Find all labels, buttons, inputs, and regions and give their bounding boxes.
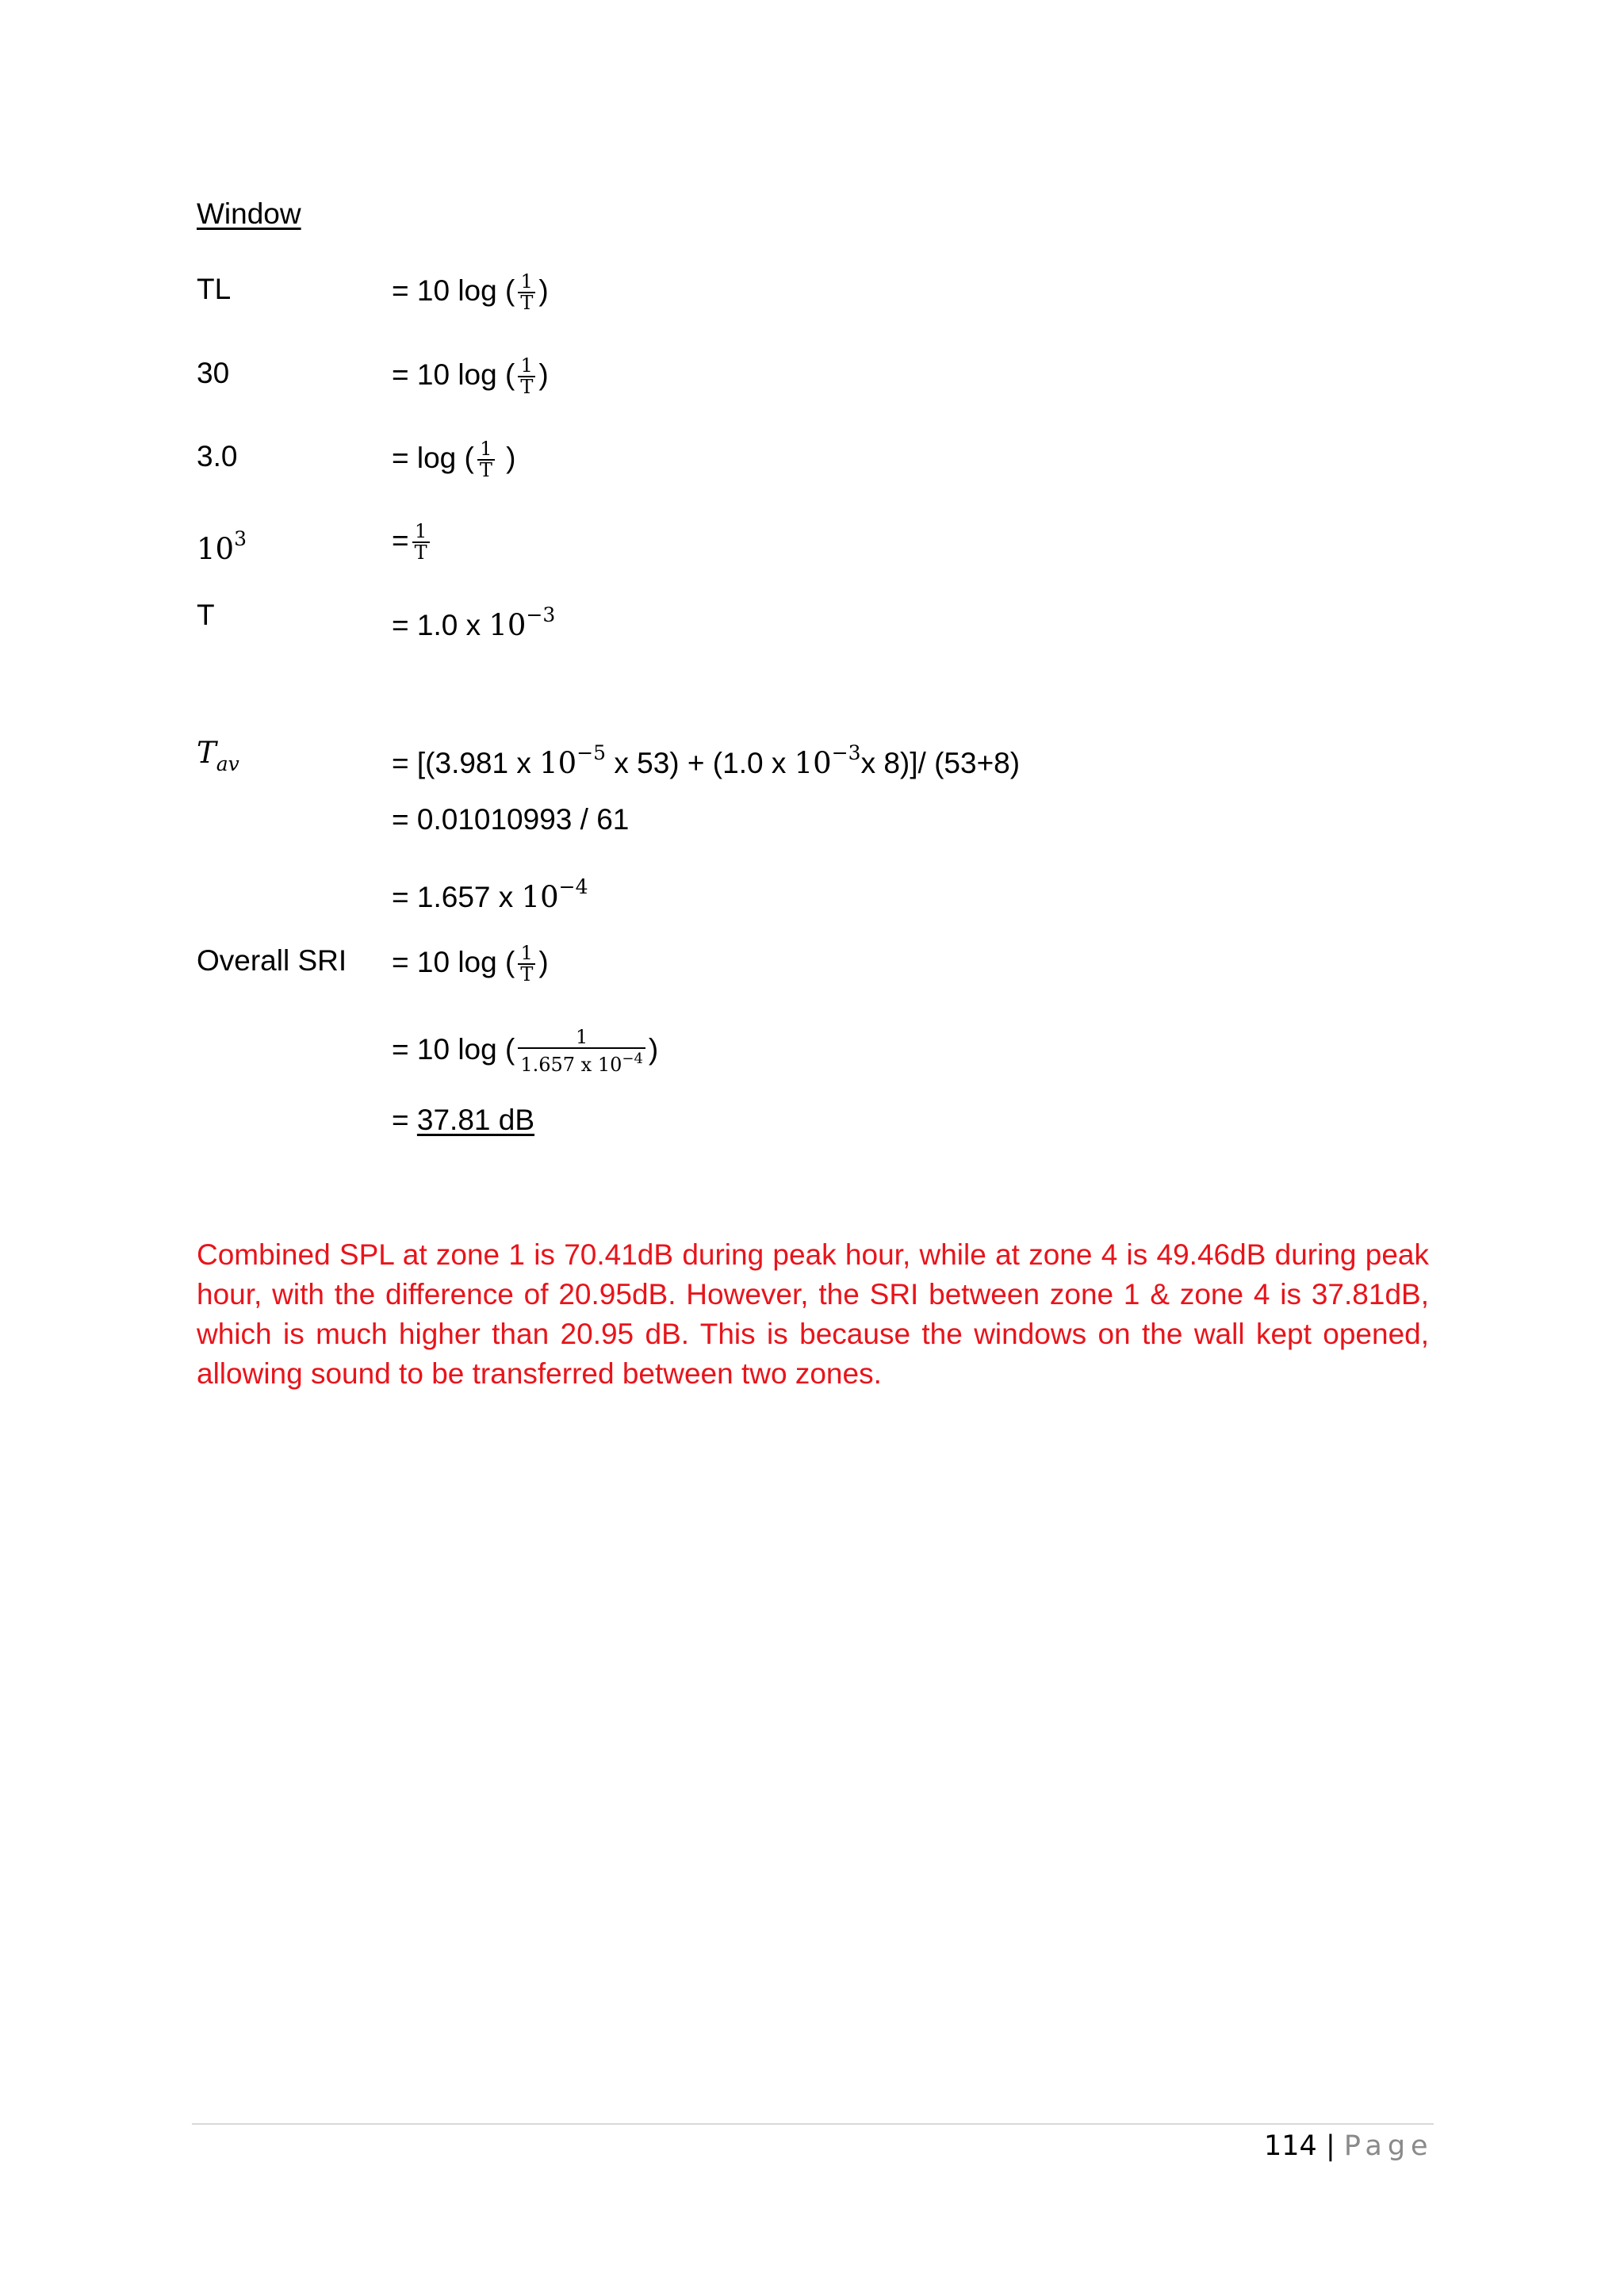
sri-substitution: = 10 log ( $\frac{1}{1.657 x 10^{-4}}$ )	[392, 1026, 659, 1076]
footer-divider	[192, 2123, 1434, 2125]
tav-step: = 0.01010993 / 61	[392, 803, 630, 836]
transmission-result: = 1.0 x $10^{-3}$	[392, 603, 556, 642]
sri-equation: = 10 log ( $\frac{1}{T}$ )	[392, 942, 549, 985]
tl-value-equation: = 10 log ( $\frac{1}{T}$ )	[392, 354, 549, 398]
tl-label: TL	[197, 273, 232, 305]
fraction: $\frac{1}{1.657 x 10^{-4}}$	[518, 1027, 645, 1075]
section-heading: Window	[197, 197, 301, 230]
power-equation: = $\frac{1}{T}$	[392, 522, 433, 563]
tav-result: = 1.657 x $10^{-4}$	[392, 875, 588, 914]
sri-result-value: 37.81 dB	[416, 1104, 535, 1136]
tav-label: $T_{av}$	[197, 736, 239, 775]
tl-value-label: 30	[197, 357, 230, 389]
footer-separator: |	[1316, 2130, 1344, 2162]
overall-sri-label: Overall SRI	[197, 944, 347, 977]
fraction: $\frac{1}{T}$	[477, 439, 495, 480]
sri-result: = 37.81 dB	[392, 1104, 535, 1136]
tl-equation: = 10 log ( $\frac{1}{T}$ )	[392, 270, 549, 314]
log-value-equation: = log ( $\frac{1}{T}$ )	[392, 438, 516, 481]
tav-equation: = [(3.981 x $10^{-5}$ x 53) + (1.0 x $10^{-3}x$ 8)]/ (53+8)	[392, 741, 1021, 780]
page-footer	[1264, 2129, 1434, 2164]
power-label: $10^3$	[197, 527, 247, 566]
conclusion-paragraph: Combined SPL at zone 1 is 70.41dB during peak hour, while at zone 4 is 49.46dB during peak hour, with the difference of 20.95dB. However, the SRI between zone 1 & zone 4 is 37.81dB, which is much higher than 20.95 dB. This is because the windows on the wall kept opened, allowing sound to be transferred between two zones.	[197, 1238, 1429, 1390]
fraction: $\frac{1}{T}$	[412, 522, 430, 563]
fraction: $\frac{1}{T}$	[518, 272, 535, 313]
fraction: $\frac{1}{T}$	[518, 943, 535, 985]
fraction: $\frac{1}{T}$	[518, 356, 535, 397]
transmission-label: T	[197, 599, 215, 631]
log-value-label: 3.0	[197, 440, 238, 473]
page-label: Page	[1343, 2130, 1434, 2162]
page-number: 114	[1264, 2130, 1317, 2162]
